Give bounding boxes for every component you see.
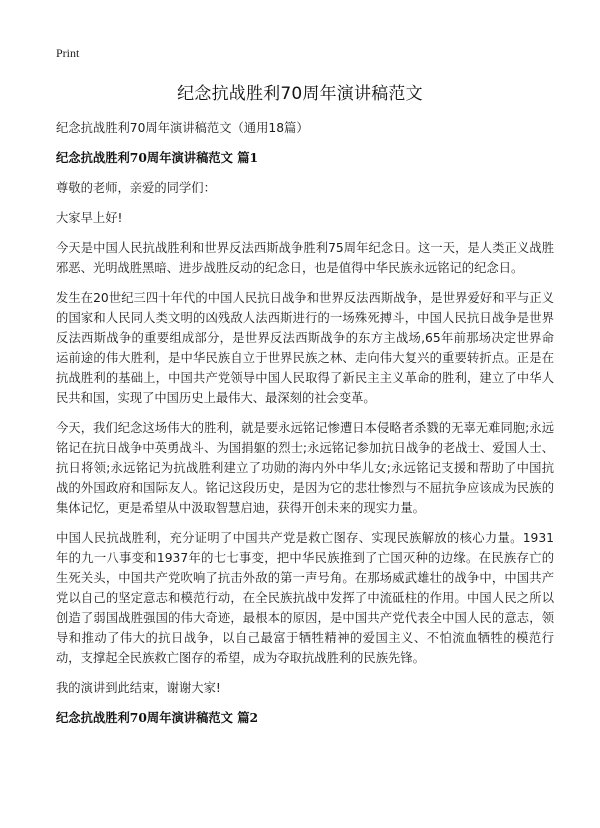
body-paragraph: 今天是中国人民抗战胜利和世界反法西斯战争胜利75周年纪念日。这一天，是人类正义战胜邪恶、光明战胜黑暗、进步战胜反动的纪念日，也是值得中华民族永远铭记的纪念日。 [56, 241, 554, 275]
greeting-paragraph: 尊敬的老师，亲爱的同学们： [56, 181, 216, 195]
section-heading-2: 纪念抗战胜利70周年演讲稿范文 篇2 [56, 710, 259, 725]
closing-paragraph: 我的演讲到此结束，谢谢大家! [56, 681, 221, 695]
body-paragraph: 今天，我们纪念这场伟大的胜利，就是要永远铭记惨遭日本侵略者杀戮的无辜无难同胞;永远铭记在抗日战争中英勇战斗、为国捐躯的烈士;永远铭记参加抗日战争的老战士、爱国人士、抗日将领;永远铭记为抗战胜利建立了功勋的海内外中华儿女;永远铭记支援和帮助了中国抗战的外国政府和国际友人。铭记这段历史，是因为它的悲壮惨烈与不屈抗争应该成为民族的集体记忆，更是希望从中汲取智慧启迪，获得开创未来的现实力量。 [56, 421, 554, 515]
article-body [56, 118, 554, 738]
body-paragraph: 中国人民抗战胜利，充分证明了中国共产党是救亡图存、实现民族解放的核心力量。1931年的九一八事变和1937年的七七事变，把中华民族推到了亡国灭种的边缘。在民族存亡的生死关头，中国共产党吹响了抗击外敌的第一声号角。在那场威武雄壮的战争中，中国共产党以自己的坚定意志和模范行动，在全民族抗战中发挥了中流砥柱的作用。中国人民之所以创造了弱国战胜强国的伟大奇迹，最根本的原因，是中国共产党代表全中国人民的意志，领导和推动了伟大的抗日战争，以自己最富于牺牲精神的爱国主义、不怕流血牺牲的模范行动，支撑起全民族救亡图存的希望，成为夺取抗战胜利的民族先锋。 [56, 531, 554, 665]
page-title: 纪念抗战胜利70周年演讲稿范文 [177, 84, 423, 104]
print-link[interactable]: Print [56, 46, 80, 60]
body-paragraph: 发生在20世纪三四十年代的中国人民抗日战争和世界反法西斯战争，是世界爱好和平与正义的国家和人民同人类文明的凶残敌人法西斯进行的一场殊死搏斗，中国人民抗日战争是世界反法西斯战争的重要组成部分，是世界反法西斯战争的东方主战场,65年前那场决定世界命运前途的伟大胜利，是中华民族自立于世界民族之林、走向伟大复兴的重要转折点。正是在抗战胜利的基础上，中国共产党领导中国人民取得了新民主主义革命的胜利，建立了中华人民共和国，实现了中国历史上最伟大、最深刻的社会变革。 [56, 291, 554, 405]
salutation-paragraph: 大家早上好! [56, 211, 123, 225]
section-heading-1: 纪念抗战胜利70周年演讲稿范文 篇1 [56, 150, 259, 165]
document-subtitle: 纪念抗战胜利70周年演讲稿范文（通用18篇） [56, 121, 309, 135]
